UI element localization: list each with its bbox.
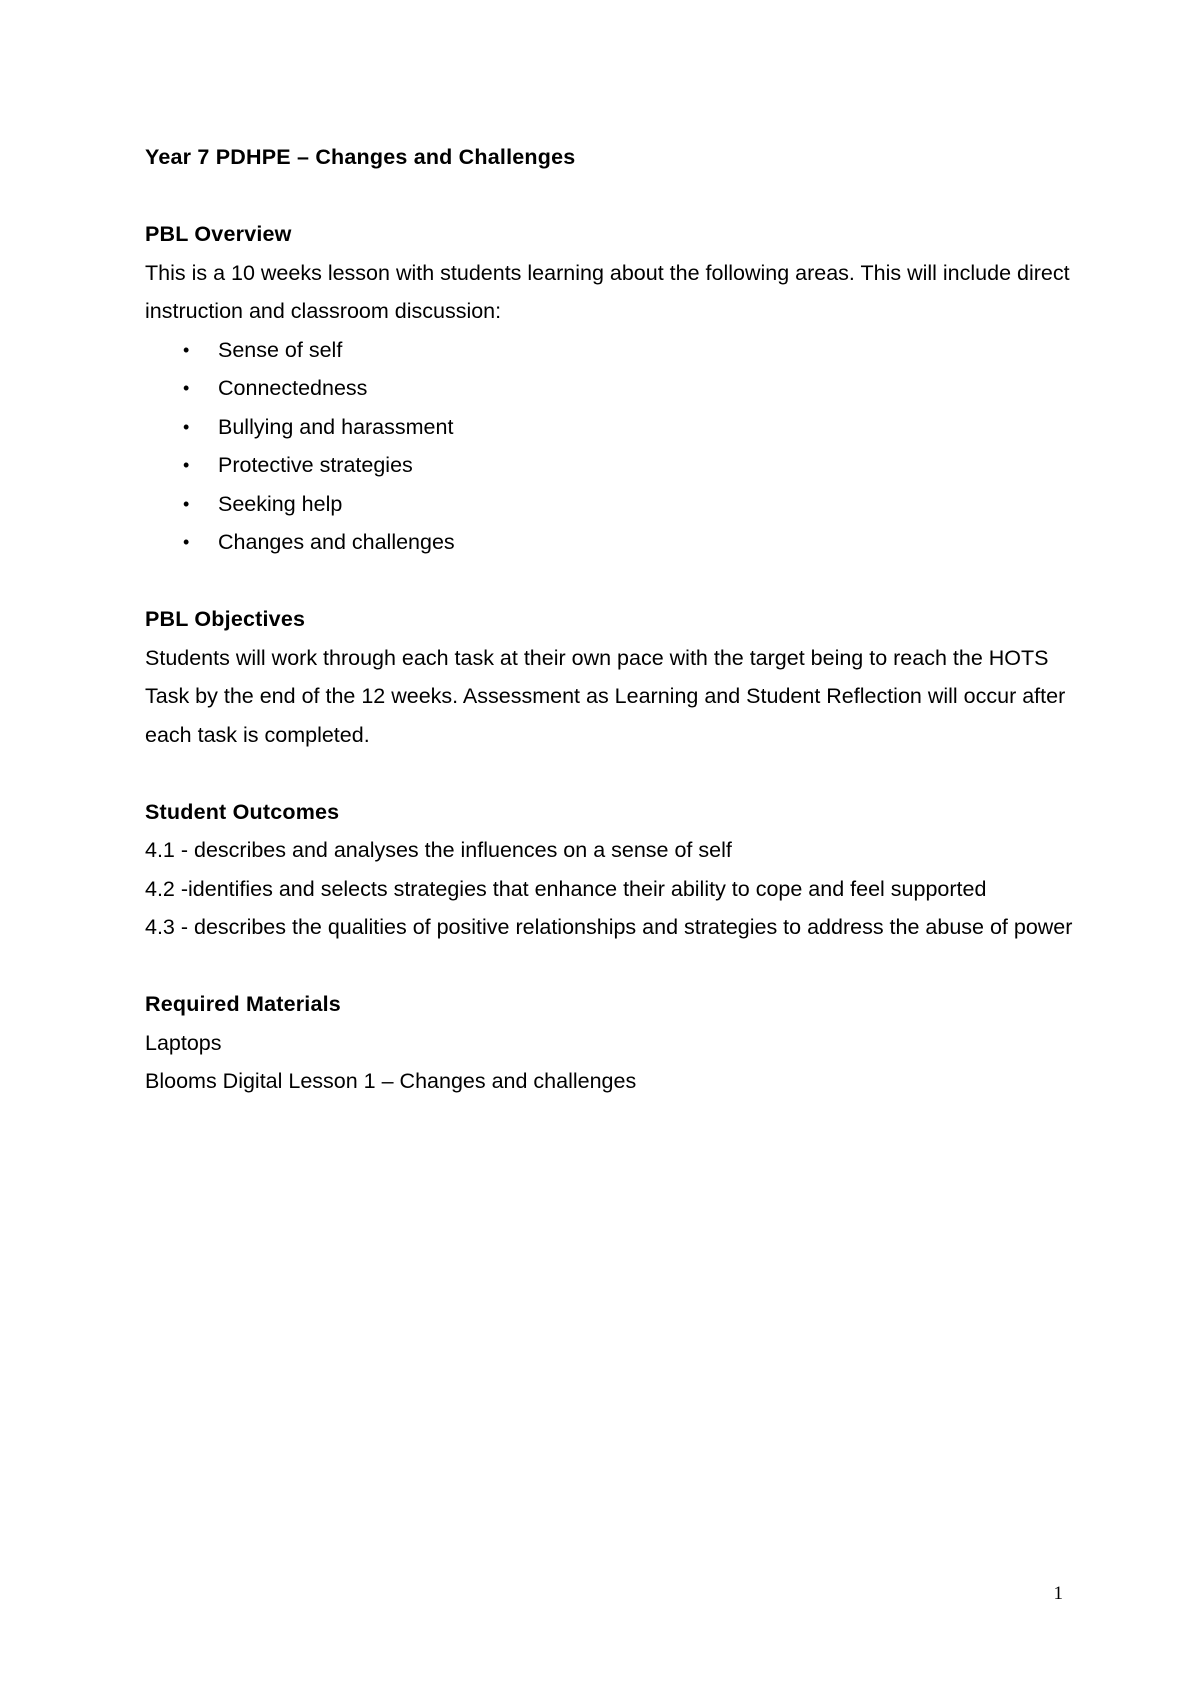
outcome-item: 4.3 - describes the qualities of positive relationships and strategies to address the abuse of power [145, 915, 1073, 939]
outcomes-section [145, 793, 1085, 947]
list-item [145, 408, 1085, 447]
spacer [145, 947, 1085, 986]
list-item-text: Sense of self [218, 337, 343, 362]
list-item-text: Changes and challenges [218, 530, 455, 554]
bullet-icon: • [183, 339, 190, 360]
list-item [145, 446, 1085, 485]
materials-heading: Required Materials [145, 992, 341, 1016]
list-item [145, 523, 1085, 562]
bullet-icon: • [183, 455, 190, 475]
overview-section [145, 215, 1085, 562]
bullet-icon: • [183, 416, 190, 437]
objectives-section [145, 600, 1085, 754]
outcomes-heading: Student Outcomes [145, 799, 340, 824]
outcome-item: 4.1 - describes and analyses the influences on a sense of self [145, 838, 732, 862]
material-item: Blooms Digital Lesson 1 – Changes and challenges [145, 1069, 637, 1093]
material-item: Laptops [145, 1030, 222, 1055]
overview-heading: PBL Overview [145, 222, 292, 246]
bullet-icon: • [183, 493, 190, 514]
list-item-text: Connectedness [218, 376, 368, 400]
objectives-heading: PBL Objectives [145, 607, 306, 631]
list-item-text: Bullying and harassment [218, 414, 454, 439]
objectives-paragraph: Students will work through each task at their own pace with the target being to reach the HOTS Task by the end of the 12 weeks. Assessment as Learning and Student Reflection will occur after each task is completed. [145, 645, 1066, 747]
bullet-icon: • [183, 378, 190, 398]
document-body [145, 138, 1085, 1101]
list-item [145, 485, 1085, 524]
materials-section [145, 985, 1085, 1101]
spacer [145, 754, 1085, 793]
list-item [145, 331, 1085, 370]
page-number: 1 [1053, 1583, 1063, 1604]
list-item-text: Seeking help [218, 491, 343, 516]
spacer [145, 177, 1085, 216]
overview-bullet-list [145, 331, 1085, 562]
bullet-icon: • [183, 532, 190, 552]
overview-paragraph: This is a 10 weeks lesson with students learning about the following areas. This will include direct instruction and classroom discussion: [145, 260, 1070, 323]
list-item [145, 369, 1085, 408]
document-title: Year 7 PDHPE – Changes and Challenges [145, 145, 576, 169]
spacer [145, 562, 1085, 601]
list-item-text: Protective strategies [218, 453, 413, 477]
outcome-item: 4.2 -identifies and selects strategies that enhance their ability to cope and feel supported [145, 876, 987, 901]
